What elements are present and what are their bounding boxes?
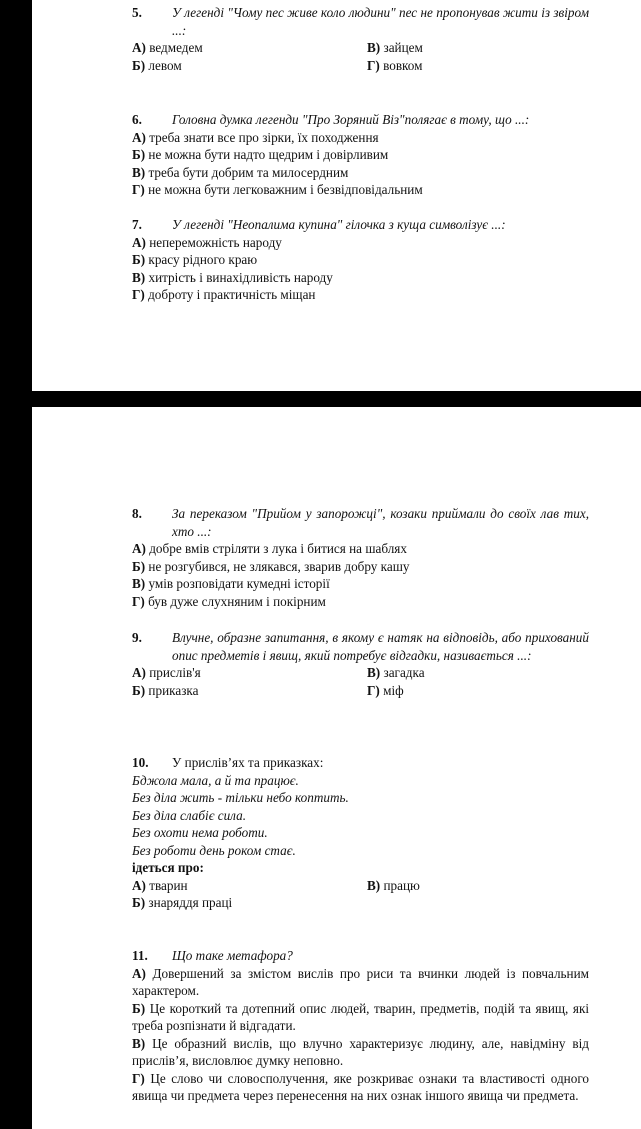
option-g: Г) міф: [367, 682, 404, 698]
question-text: Що таке метафора?: [172, 948, 293, 963]
proverb-line: Без охоти нема роботи.: [132, 825, 268, 840]
page-sheet-2: [32, 407, 641, 1129]
option-v: В) хитрість і винахідливість народу: [132, 269, 333, 285]
question-number: 9.: [132, 630, 142, 645]
option-v: В) загадка: [367, 665, 425, 680]
option-a: А) добре вмів стріляти з лука і битися на шаблях: [132, 541, 407, 556]
option-b: Б) приказка: [132, 682, 199, 698]
proverb-line: Без діла жить - тільки небо коптить.: [132, 790, 349, 805]
option-g: Г) вовком: [367, 57, 423, 73]
question-9: [132, 629, 589, 699]
question-7: [132, 216, 589, 304]
option-g: Г) доброту і практичність міщан: [132, 287, 316, 302]
option-v: В) умів розповідати кумедні історії: [132, 576, 330, 591]
question-10: [132, 754, 589, 912]
question-5: [132, 4, 589, 74]
proverb-line: Бджола мала, а й та працює.: [132, 772, 299, 788]
question-number: 6.: [132, 112, 142, 127]
question-number: 5.: [132, 5, 142, 20]
option-v: В) зайцем: [367, 40, 423, 55]
option-b: Б) красу рідного краю: [132, 252, 258, 267]
option-v: В) Це образний вислів, що влучно характеризує людину, але, навідміну від прислів’я, висловлює думку неповно.: [132, 1035, 590, 1068]
option-b: Б) Це короткий та дотепний опис людей, тварин, предметів, подій та явищ, які треба розпізнати й відгадати.: [132, 1000, 590, 1033]
option-a: А) Довершений за змістом вислів про риси та вчинки людей із повчальним характером.: [132, 965, 590, 998]
question-text: У легенді "Неопалима купина" гілочка з куща символізує ...:: [172, 217, 506, 232]
question-text: Влучне, образне запитання, в якому є натяк на відповідь, або прихований опис предметів і явищ, який потребує відгадки, називається ...:: [172, 630, 589, 663]
option-a: А) треба знати все про зірки, їх походження: [132, 129, 379, 145]
option-a: А) ведмедем: [132, 40, 203, 55]
option-v: В) працю: [367, 877, 420, 893]
option-b: Б) не можна бути надто щедрим і довірливим: [132, 147, 389, 162]
question-text: Головна думка легенди "Про Зоряний Віз"полягає в тому, що ...:: [172, 112, 530, 127]
option-g: Г) був дуже слухняним і покірним: [132, 593, 326, 609]
question-number: 11.: [132, 948, 148, 963]
option-a: А) непереможність народу: [132, 234, 282, 250]
question-number: 10.: [132, 755, 149, 770]
question-tail: ідеться про:: [132, 860, 204, 875]
question-text: У легенді "Чому пес живе коло людини" пес не пропонував жити із звіром ...:: [172, 5, 589, 38]
option-b: Б) не розгубився, не злякався, зварив добру кашу: [132, 558, 410, 574]
question-8: [132, 505, 589, 610]
question-text: У прислів’ях та приказках:: [172, 755, 324, 770]
option-b: Б) знаряддя праці: [132, 895, 233, 910]
proverb-line: Без роботи день роком стає.: [132, 842, 296, 858]
page-sheet-1: [32, 0, 641, 391]
option-a: А) тварин: [132, 877, 188, 893]
option-b: Б) левом: [132, 57, 182, 73]
option-v: В) треба бути добрим та милосердним: [132, 164, 349, 180]
question-6: [132, 111, 589, 199]
question-number: 8.: [132, 506, 142, 521]
question-number: 7.: [132, 217, 142, 232]
proverb-line: Без діла слабіє сила.: [132, 807, 246, 823]
option-a: А) прислів'я: [132, 665, 201, 680]
question-11: [132, 947, 589, 1105]
question-text: За переказом "Прийом у запорожці", козаки приймали до своїх лав тих, хто ...:: [172, 506, 589, 539]
option-g: Г) Це слово чи словосполучення, яке розкриває ознаки та властивості одного явища чи предмета через перенесення на них ознак іншого явища чи предмета.: [132, 1070, 589, 1103]
option-g: Г) не можна бути легковажним і безвідповідальним: [132, 182, 423, 197]
